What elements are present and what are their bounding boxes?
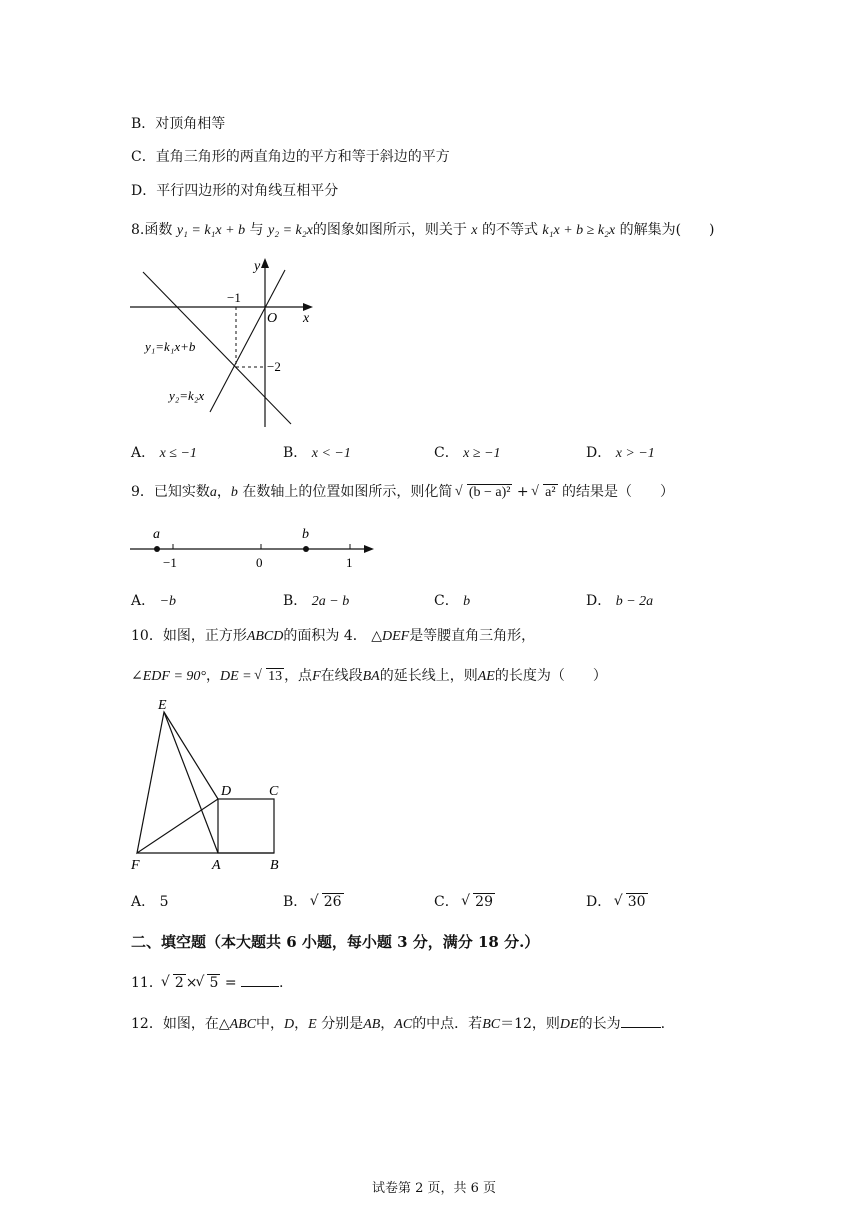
q9-label-a: a xyxy=(153,527,160,542)
q8-option-b: B． x < −1 xyxy=(283,445,351,461)
q9-tick-1: 1 xyxy=(346,555,353,570)
q8-tick-x-neg1: −1 xyxy=(227,290,241,305)
q8-y-arrow xyxy=(261,258,269,268)
q10-option-d: D． √ 30 xyxy=(586,892,648,912)
q8-line-y2 xyxy=(210,270,285,412)
q9-sqrt-expr2: √ a² xyxy=(533,483,557,503)
q10-label-d: D xyxy=(221,784,232,799)
q8-label-y: y xyxy=(254,259,261,274)
q12-answer-blank[interactable] xyxy=(621,1013,661,1028)
q9-prefix: 9．已知实数 xyxy=(131,484,210,500)
q9-number-line xyxy=(128,524,378,574)
q8-label-line2: y₂=k₂x xyxy=(169,388,205,403)
q8-tail: 的解集为( ) xyxy=(619,222,715,238)
q9-option-a: A． −b xyxy=(131,593,177,609)
q8-mid2: 的图象如图所示，则关于 xyxy=(312,222,467,238)
q7-option-d: D．平行四边形的对角线互相平分 xyxy=(131,183,339,199)
q10-stem-line1: 10．如图，正方形ABCD的面积为 4． △DEF是等腰直角三角形， xyxy=(131,628,536,644)
q10-option-a: A． 5 xyxy=(131,894,169,910)
q10-label-b: B xyxy=(270,858,279,873)
q10-label-c: C xyxy=(269,784,279,799)
q9-point-a xyxy=(154,546,160,552)
q9-mid: 在数轴上的位置如图所示，则化简 xyxy=(242,484,453,500)
q10-option-b: B． √ 26 xyxy=(283,892,344,912)
q7-option-c: C．直角三角形的两直角边的平方和等于斜边的平方 xyxy=(131,149,450,165)
q10-segment-ea xyxy=(164,712,218,853)
q8-label-line1: y₁=k₁x+b xyxy=(145,339,196,354)
page-footer: 试卷第 2 页，共 6 页 xyxy=(371,1181,497,1196)
q8-mid: 与 xyxy=(249,222,264,238)
q10-label-e: E xyxy=(158,698,167,713)
q9-label-b: b xyxy=(302,527,309,542)
q12-stem: 12．如图，在△ABC中，D，E 分别是AB，AC的中点．若BC＝12，则DE的长为 . xyxy=(131,1013,665,1035)
q8-x-arrow xyxy=(303,303,313,311)
q8-figure xyxy=(125,252,325,432)
q10-square-abcd xyxy=(218,799,274,853)
q8-option-c: C． x ≥ −1 xyxy=(434,445,501,461)
q9-tick-0: 0 xyxy=(256,555,263,570)
q10-option-c: C． √ 29 xyxy=(434,892,495,912)
q10-label-a: A xyxy=(212,858,221,873)
q8-var-x: x xyxy=(471,223,478,238)
q7-option-b: B．对顶角相等 xyxy=(131,116,226,132)
q10-triangle-def xyxy=(137,712,218,853)
q8-label-x: x xyxy=(303,311,310,326)
q8-prefix: 8.函数 xyxy=(131,222,173,238)
q8-tick-y-neg2: −2 xyxy=(267,359,281,374)
q9-stem: 9．已知实数a，b 在数轴上的位置如图所示，则化简 √ (b − a)² + √ a² 的结果是（ ） xyxy=(131,482,674,503)
q8-stem xyxy=(131,220,715,241)
q10-sqrt-13: √ 13 xyxy=(256,667,284,687)
q9-tail: 的结果是（ ） xyxy=(561,484,674,500)
section-heading-fill-in: 二、填空题（本大题共 6 小题，每小题 3 分，满分 18 分.） xyxy=(131,933,540,951)
q11-answer-blank[interactable] xyxy=(241,972,279,987)
q9-option-d: D． b − 2a xyxy=(586,593,654,609)
q9-var-b: b xyxy=(230,485,238,500)
q9-option-c: C． b xyxy=(434,593,471,609)
q9-tick-neg1: −1 xyxy=(163,555,177,570)
q8-mid3: 的不等式 xyxy=(481,222,538,238)
q8-label-origin: O xyxy=(267,311,278,326)
q10-stem-line2: ∠EDF = 90°，DE = √ 13 ，点F在线段BA的延长线上，则AE的长度为（ ） xyxy=(131,666,607,687)
q8-option-d: D． x > −1 xyxy=(586,445,655,461)
q8-eq2: y₂ = k₂x xyxy=(268,223,313,238)
q11-stem: 11．√ 2 ×√ 5 = . xyxy=(131,972,284,993)
q9-sqrt-expr1: √ (b − a)² xyxy=(457,483,513,503)
q9-var-a: a xyxy=(209,485,217,500)
q9-axis-arrow xyxy=(364,545,374,553)
q8-option-a: A． x ≤ −1 xyxy=(131,445,197,461)
q10-figure xyxy=(128,698,298,878)
q8-eq1: y₁ = k₁x + b xyxy=(176,223,246,238)
q10-label-f: F xyxy=(131,858,140,873)
q9-option-b: B． 2a − b xyxy=(283,593,350,609)
q8-inequality: k₁x + b ≥ k₂x xyxy=(542,223,616,238)
q9-point-b xyxy=(303,546,309,552)
